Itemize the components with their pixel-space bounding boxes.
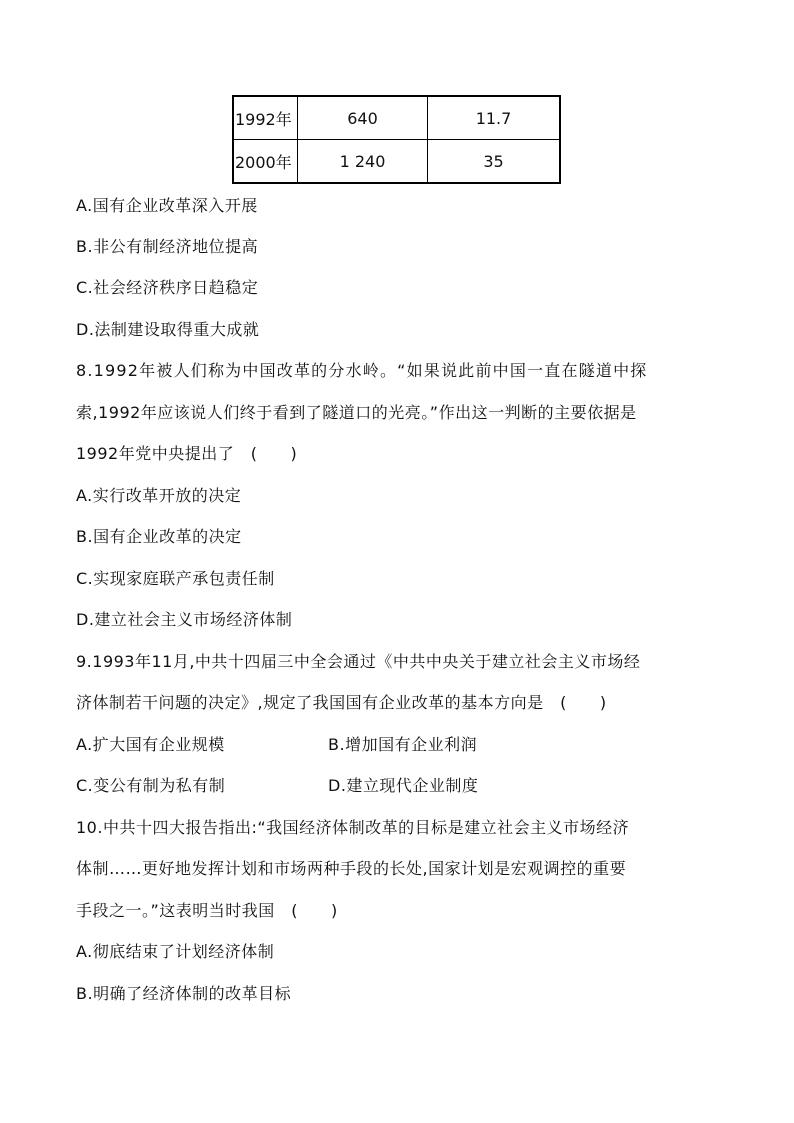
- q10-stem-line: 10.中共十四大报告指出:“我国经济体制改革的目标是建立社会主义市场经济: [76, 818, 630, 837]
- q7-option-b: B.非公有制经济地位提高: [76, 237, 259, 256]
- q9-option-d: D.建立现代企业制度: [328, 776, 479, 795]
- q9-option-c: C.变公有制为私有制: [76, 776, 226, 795]
- q7-option-c: C.社会经济秩序日趋稳定: [76, 278, 259, 297]
- q8-stem-line: 8.1992年被人们称为中国改革的分水岭。“如果说此前中国一直在隧道中探: [76, 361, 648, 380]
- q9-option-b: B.增加国有企业利润: [328, 735, 478, 754]
- q8-option-d: D.建立社会主义市场经济体制: [76, 610, 293, 629]
- q8-option-c: C.实现家庭联产承包责任制: [76, 569, 275, 588]
- q7-option-d: D.法制建设取得重大成就: [76, 320, 260, 339]
- q10-option-b: B.明确了经济体制的改革目标: [76, 984, 292, 1003]
- q8-option-b: B.国有企业改革的决定: [76, 527, 242, 546]
- table-cell: 2000年: [233, 140, 298, 184]
- q10-stem-line: 手段之一。”这表明当时我国 ( ): [76, 901, 338, 920]
- table-cell: 11.7: [428, 96, 561, 140]
- table-row: [233, 140, 560, 184]
- table-row: [233, 96, 560, 140]
- q8-stem-line: 1992年党中央提出了 ( ): [76, 444, 298, 463]
- q9-stem-line: 9.1993年11月,中共十四届三中全会通过《中共中央关于建立社会主义市场经: [76, 652, 641, 671]
- q10-stem-line: 体制……更好地发挥计划和市场两种手段的长处,国家计划是宏观调控的重要: [76, 859, 627, 878]
- q7-option-a: A.国有企业改革深入开展: [76, 196, 258, 215]
- table-cell: 1 240: [298, 140, 428, 184]
- table-cell: 35: [428, 140, 561, 184]
- table-cell: 640: [298, 96, 428, 140]
- data-table: [232, 95, 561, 184]
- q9-stem-line: 济体制若干问题的决定》,规定了我国国有企业改革的基本方向是 ( ): [76, 693, 607, 712]
- q10-option-a: A.彻底结束了计划经济体制: [76, 942, 275, 961]
- q8-stem-line: 索,1992年应该说人们终于看到了隧道口的光亮。”作出这一判断的主要依据是: [76, 403, 637, 422]
- q8-option-a: A.实行改革开放的决定: [76, 486, 242, 505]
- table-cell: 1992年: [233, 96, 298, 140]
- q9-option-a: A.扩大国有企业规模: [76, 735, 225, 754]
